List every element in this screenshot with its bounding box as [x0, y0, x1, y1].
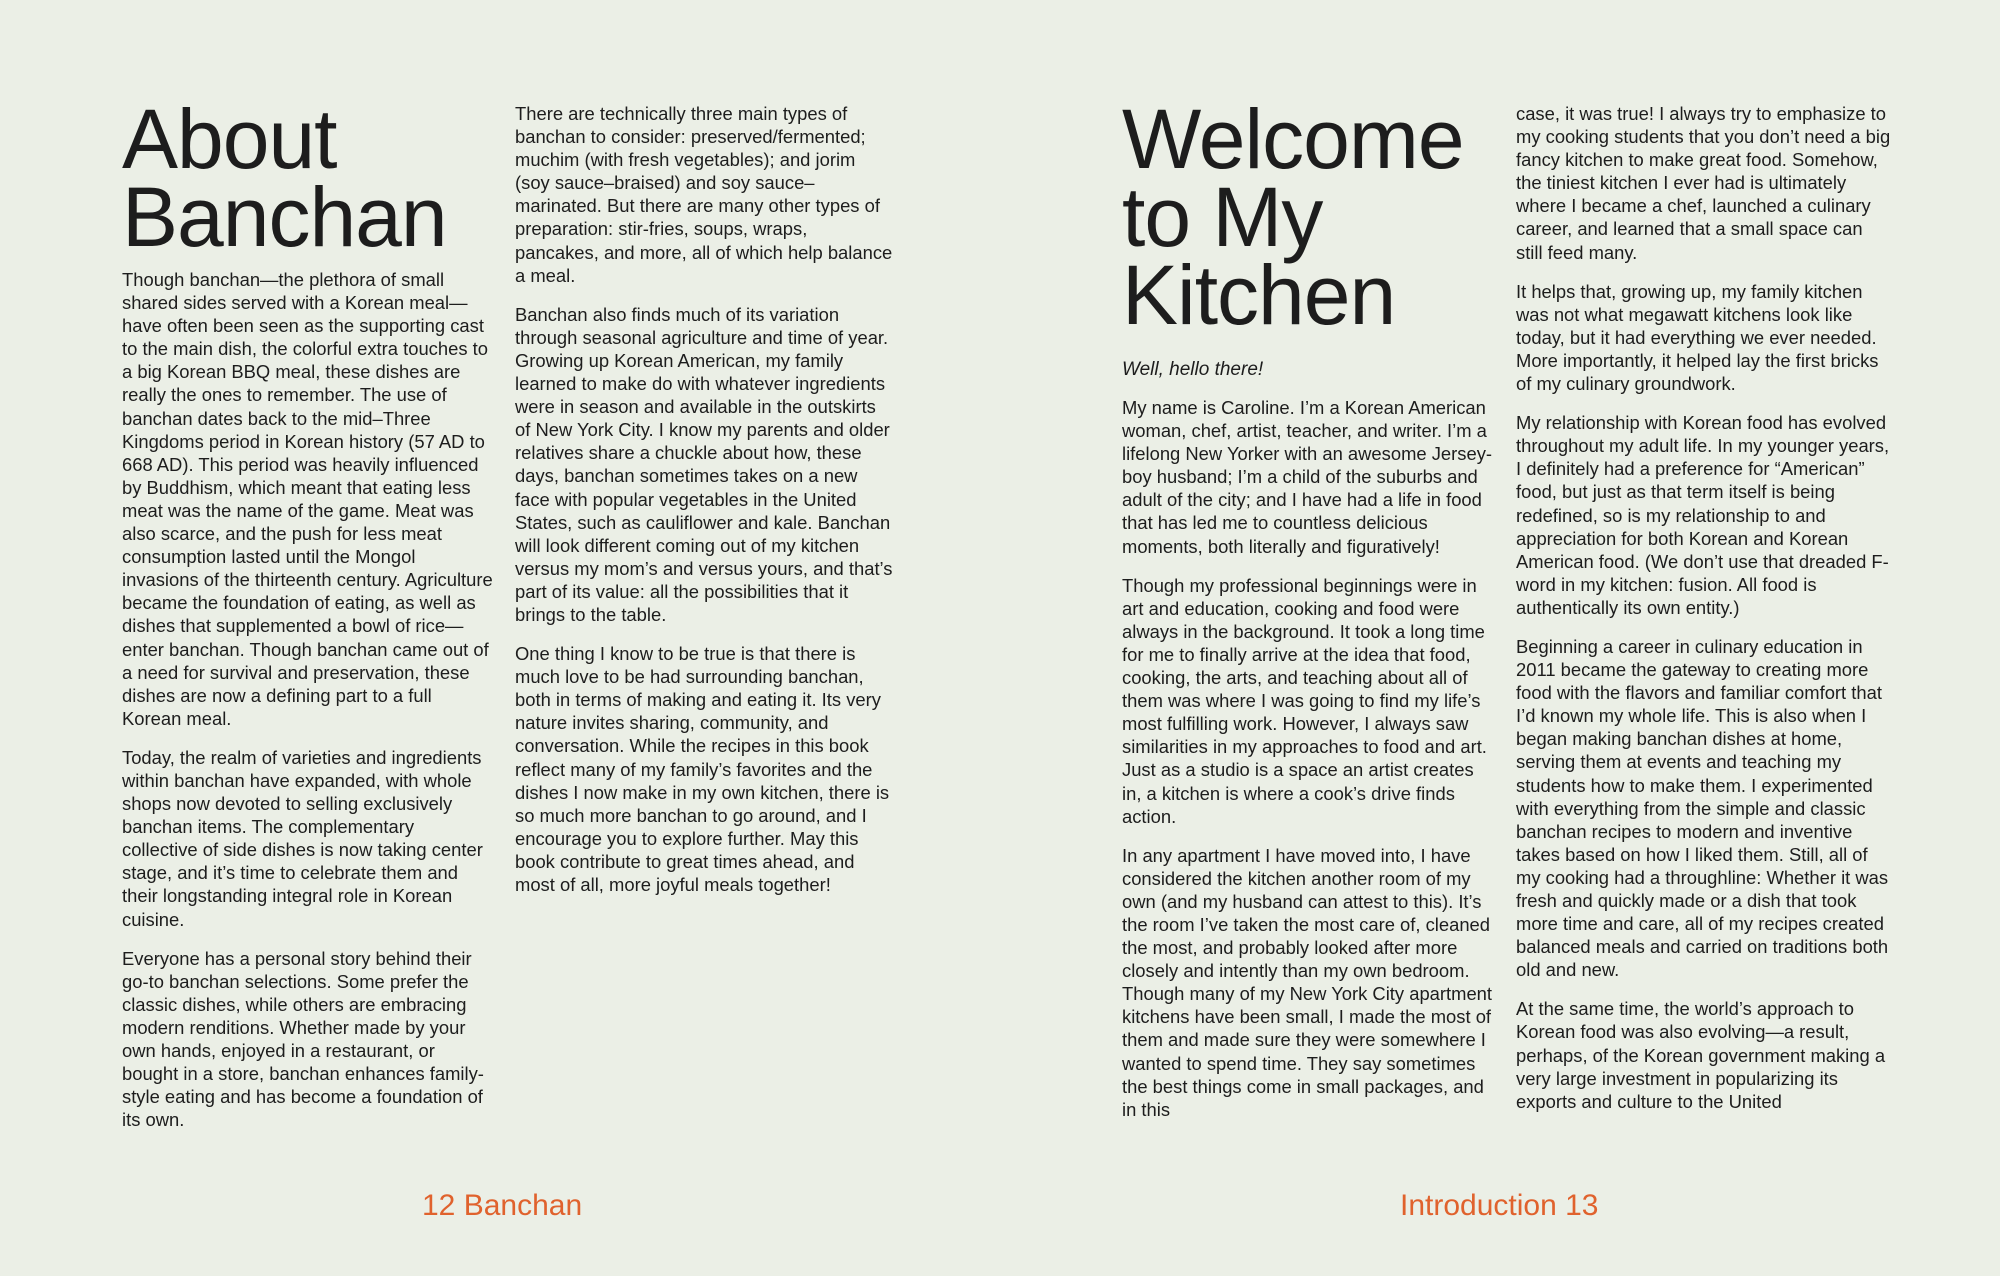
paragraph: Though banchan—the plethora of small shared sides served with a Korean meal—have often been seen as the supporting cast to the main dish, the colorful extra touches to a big Korean BBQ meal, these dishes are really the ones to remember. The use of banchan dates back to the mid–Three Kingdoms period in Korean history (57 AD to 668 AD). This period was heavily influenced by Buddhism, which meant that eating less meat was the name of the game. Meat was also scarce, and the push for less meat consumption lasted until the Mongol invasions of the thirteenth century. Agriculture became the foundation of eating, as well as dishes that supplemented a bowl of rice—enter banchan. Though banchan came out of a need for survival and preservation, these dishes are now a defining part to a full Korean meal. — [122, 269, 493, 729]
paragraph: It helps that, growing up, my family kitchen was not what megawatt kitchens look like today, but it had everything we ever needed. More importantly, it helped lay the first bricks of my culinary groundwork. — [1516, 280, 1879, 395]
body-text — [122, 268, 494, 1131]
right-column-2 — [1516, 102, 1894, 1129]
paragraph: case, it was true! I always try to emphasize to my cooking students that you don’t need a big fancy kitchen to make great food. Somehow, the tiniest kitchen I ever had is ultimately where I became a chef, launched a culinary career, and learned that a small space can still feed many. — [1516, 103, 1891, 263]
paragraph: Today, the realm of varieties and ingredients within banchan have expanded, with whole shops now devoted to selling exclusively banchan items. The complementary collective of side dishes is now taking center stage, and it’s time to celebrate them and their longstanding integral role in Korean cuisine. — [122, 746, 483, 930]
paragraph: Everyone has a personal story behind their go-to banchan selections. Some prefer the classic dishes, while others are embracing modern renditions. Whether made by your own hands, enjoyed in a restaurant, or bought in a store, banchan enhances family-style eating and has become a foundation of its own. — [122, 947, 484, 1131]
left-column-1 — [122, 92, 494, 1147]
body-text — [1122, 396, 1498, 1121]
heading-line: Banchan — [122, 170, 447, 264]
paragraph: There are technically three main types of banchan to consider: preserved/fermented; muchim (with fresh vegetables); and jorim (soy sauce–braised) and soy sauce–marinated. But there are many other types of preparation: stir-fries, soups, wraps, pancakes, and more, all of which help balance a meal. — [515, 103, 893, 286]
paragraph: Beginning a career in culinary education in 2011 became the gateway to creating more food with the flavors and familiar comfort that I’d known my whole life. This is also when I began making banchan dishes at home, serving them at events and teaching my students how to make them. I experimented with everything from the simple and classic banchan recipes to modern and inventive takes based on how I liked them. Still, all of my cooking had a throughline: Whether it was fresh and quickly made or a dish that took more time and care, all of my recipes created balanced meals and carried on traditions both old and new. — [1516, 635, 1889, 981]
paragraph: My relationship with Korean food has evolved throughout my adult life. In my younger years, I definitely had a preference for “American” food, but just as that term itself is being redefined, so is my relationship to and appreciation for both Korean and Korean American food. (We don’t use that dreaded F-word in my kitchen: fusion. All food is authentically its own entity.) — [1516, 412, 1890, 618]
heading-line: Kitchen — [1122, 248, 1396, 342]
page-folio-right: Introduction 13 — [1400, 1189, 1599, 1222]
heading-line: to My — [1122, 170, 1323, 264]
right-column-1 — [1122, 92, 1498, 1137]
paragraph: Though my professional beginnings were in art and education, cooking and food were always in the background. It took a long time for me to finally arrive at the idea that food, cooking, the arts, and teaching about all of them was where I was going to find my life’s most fulfilling work. However, I always saw similarities in my approaches to food and art. Just as a studio is a space an artist creates in, a kitchen is where a cook’s drive finds action. — [1122, 574, 1487, 827]
page-heading-about-banchan — [122, 92, 494, 264]
paragraph: Banchan also finds much of its variation through seasonal agriculture and time of year. Growing up Korean American, my family learned to make do with whatever ingredients were in season and available in the outskirts of New York City. I know my parents and older relatives share a chuckle about how, these days, banchan sometimes takes on a new face with popular vegetables in the United States, such as cauliflower and kale. Banchan will look different coming out of my kitchen versus my mom’s and versus yours, and that’s part of its value: all the possibilities that it brings to the table. — [515, 303, 893, 625]
heading-line: About — [122, 92, 337, 186]
left-column-2 — [515, 102, 893, 912]
page-heading-welcome — [1122, 92, 1498, 342]
paragraph: In any apartment I have moved into, I have considered the kitchen another room of my own (and my husband can attest to this). It’s the room I’ve taken the most care of, cleaned the most, and probably looked after more closely and intently than my own bedroom. Though many of my New York City apartment kitchens have been small, I made the most of them and made sure they were somewhere I wanted to spend time. They say sometimes the best things come in small packages, and in this — [1122, 844, 1493, 1120]
paragraph: One thing I know to be true is that there is much love to be had surrounding banchan, both in terms of making and eating it. Its very nature invites sharing, community, and conversation. While the recipes in this book reflect many of my family’s favorites and the dishes I now make in my own kitchen, there is so much more banchan to go around, and I encourage you to explore further. May this book contribute to great times ahead, and most of all, more joyful meals together! — [515, 643, 890, 895]
paragraph: My name is Caroline. I’m a Korean American woman, chef, artist, teacher, and writer. I’m a lifelong New Yorker with an awesome Jersey-boy husband; I’m a child of the suburbs and adult of the city; and I have had a life in food that has led me to countless delicious moments, both literally and figuratively! — [1122, 397, 1493, 557]
heading-line: Welcome — [1122, 92, 1464, 186]
paragraph: At the same time, the world’s approach to Korean food was also evolving—a result, perhaps, of the Korean government making a very large investment in popularizing its exports and culture to the United — [1516, 998, 1886, 1112]
page-folio-left: 12 Banchan — [422, 1189, 583, 1222]
tagline: Well, hello there! — [1122, 359, 1264, 380]
